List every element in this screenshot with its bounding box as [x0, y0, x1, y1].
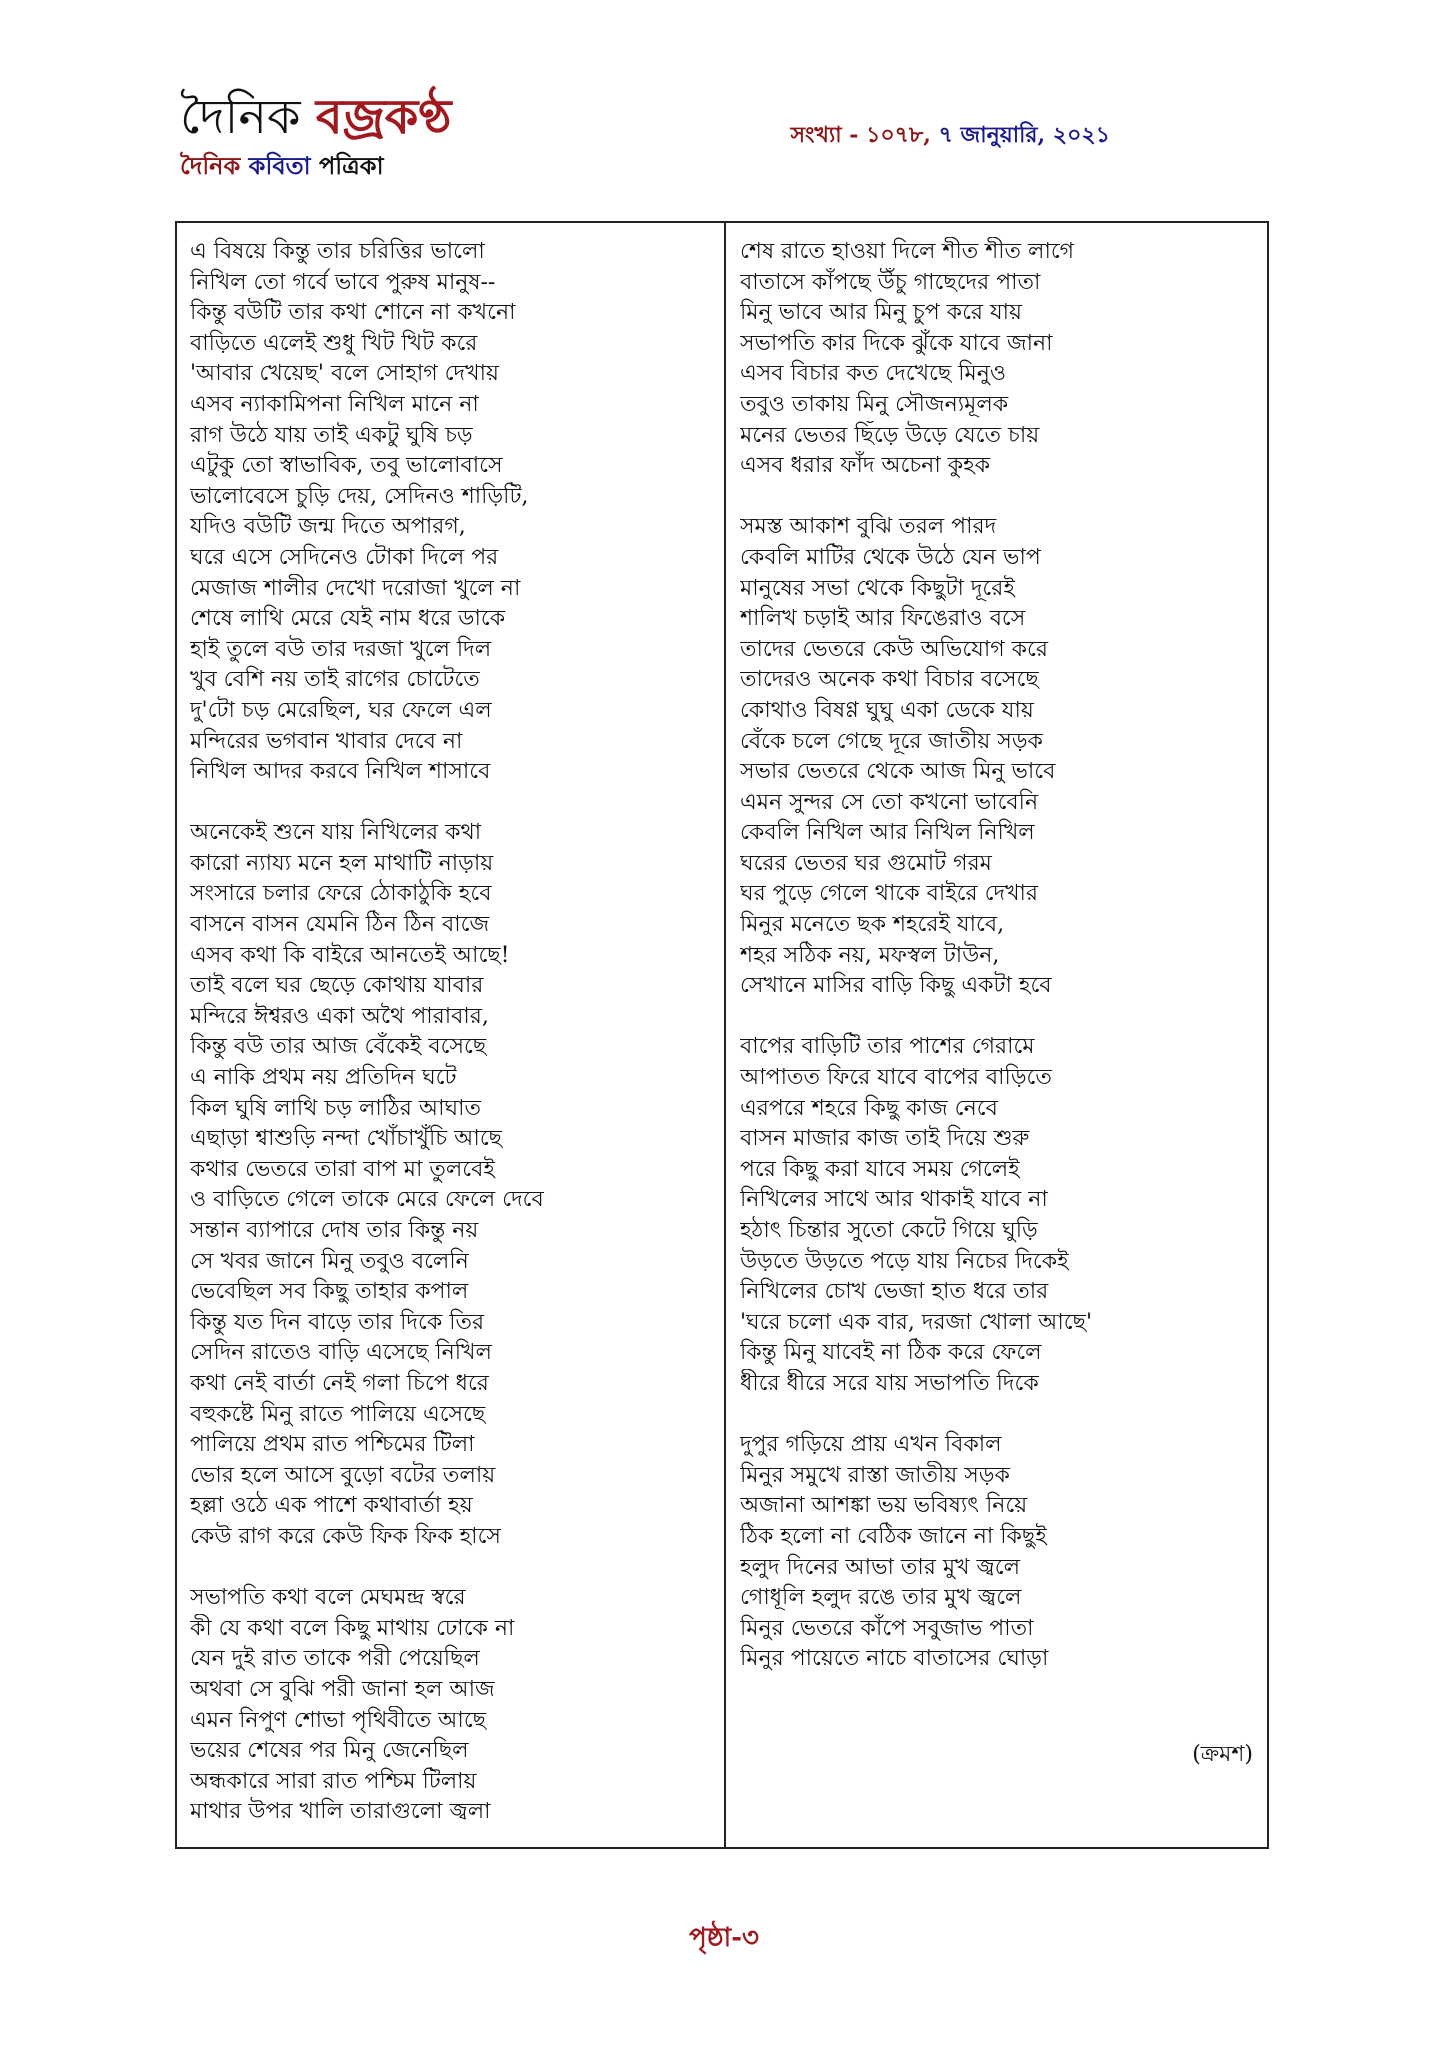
poem-frame [175, 221, 1269, 1849]
poem-line: কেউ রাগ করে কেউ ফিক ফিক হাসে [190, 1523, 501, 1549]
poem-line: কথা নেই বার্তা নেই গলা চিপে ধরে [190, 1370, 489, 1396]
continued-note: (ক্রমশ) [1192, 1742, 1253, 1767]
poem-line: কিন্তু মিনু যাবেই না ঠিক করে ফেলে [740, 1340, 1042, 1366]
poem-line: সভাপতি কথা বলে মেঘমন্দ্র স্বরে [190, 1585, 466, 1611]
poem-line: সে খবর জানে মিনু তবুও বলেনি [190, 1248, 469, 1274]
poem-line: বাড়িতে এলেই শুধু খিট খিট করে [190, 330, 478, 356]
stanza [190, 1583, 712, 1828]
poem-line: মেজাজ শালীর দেখো দরোজা খুলে না [190, 575, 521, 601]
poem-line: মিনু ভাবে আর মিনু চুপ করে যায় [740, 300, 1023, 326]
issue-number: সংখ্যা - ১০৭৮, [790, 122, 931, 148]
poem-line: শালিখ চড়াই আর ফিঙেরাও বসে [740, 606, 1026, 632]
poem-line: মিনুর পায়েতে নাচে বাতাসের ঘোড়া [740, 1646, 1049, 1672]
poem-line: কারো ন্যায্য মনে হল মাথাটি নাড়ায় [190, 850, 494, 876]
poem-line: এসব বিচার কত দেখেছে মিনুও [740, 361, 1007, 387]
poem-line: এরপরে শহরে কিছু কাজ নেবে [740, 1095, 998, 1121]
poem-column-right [740, 237, 1260, 1675]
poem-line: অজানা আশঙ্কা ভয় ভবিষ্যৎ নিয়ে [740, 1493, 1028, 1519]
poem-line: কিন্তু বউ তার আজ বেঁকেই বসেছে [190, 1034, 487, 1060]
issue-info [790, 118, 1110, 155]
poem-line: সভাপতি কার দিকে ঝুঁকে যাবে জানা [740, 330, 1053, 356]
stanza [190, 237, 712, 788]
poem-line: কেবলি মাটির থেকে উঠে যেন ভাপ [740, 544, 1041, 570]
logo-word-bajrakantha: বজ্রকণ্ঠ [315, 89, 452, 145]
poem-line: মিনুর সমুখে রাস্তা জাতীয় সড়ক [740, 1462, 1010, 1488]
poem-line: মন্দিরে ঈশ্বরও একা অথৈ পারাবার, [190, 1003, 489, 1029]
stanza [740, 1430, 1260, 1675]
poem-line: কিন্তু যত দিন বাড়ে তার দিকে তির [190, 1309, 485, 1335]
stanza [190, 818, 712, 1552]
poem-line: বাতাসে কাঁপছে উঁচু গাছেদের পাতা [740, 269, 1041, 295]
poem-line: অনেকেই শুনে যায় নিখিলের কথা [190, 820, 482, 846]
poem-line: এমন সুন্দর সে তো কখনো ভাবেনি [740, 789, 1039, 815]
poem-line: আপাতত ফিরে যাবে বাপের বাড়িতে [740, 1065, 1052, 1091]
poem-line: বহুকষ্টে মিনু রাতে পালিয়ে এসেছে [190, 1401, 486, 1427]
poem-line: ঘর পুড়ে গেলে থাকে বাইরে দেখার [740, 881, 1038, 907]
poem-line: কোথাও বিষণ্ণ ঘুঘু একা ডেকে যায় [740, 697, 1034, 723]
poem-line: সেদিন রাতেও বাড়ি এসেছে নিখিল [190, 1340, 492, 1366]
poem-line: এটুকু তো স্বাভাবিক, তবু ভালোবাসে [190, 453, 503, 479]
poem-line: কিন্তু বউটি তার কথা শোনে না কখনো [190, 300, 516, 326]
poem-line: এমন নিপুণ শোভা পৃথিবীতে আছে [190, 1707, 487, 1733]
stanza [740, 512, 1260, 1002]
poem-line: এসব ধরার ফাঁদ অচেনা কুহক [740, 453, 991, 479]
stanza [740, 237, 1260, 482]
poem-line: হলুদ দিনের আভা তার মুখ জ্বলে [740, 1554, 1020, 1580]
poem-line: মাথার উপর খালি তারাগুলো জ্বলা [190, 1799, 491, 1825]
poem-line: তাদের ভেতরে কেউ অভিযোগ করে [740, 636, 1048, 662]
poem-line: ঘরের ভেতর ঘর গুমোট গরম [740, 850, 992, 876]
poem-line: নিখিলের সাথে আর থাকাই যাবে না [740, 1187, 1048, 1213]
poem-line: শেষ রাতে হাওয়া দিলে শীত শীত লাগে [740, 239, 1075, 264]
poem-line: ঠিক হলো না বেঠিক জানে না কিছুই [740, 1523, 1047, 1549]
poem-column-left [190, 237, 712, 1828]
masthead [180, 88, 452, 188]
poem-line: মিনুর ভেতরে কাঁপে সবুজাভ পাতা [740, 1615, 1034, 1641]
column-divider [724, 223, 726, 1847]
tagline-word-3: পত্রিকা [319, 151, 384, 180]
poem-line: শহর সঠিক নয়, মফস্বল টাউন, [740, 942, 1000, 968]
logo-word-dainik: দৈনিক [180, 89, 301, 145]
poem-line: কী যে কথা বলে কিছু মাথায় ঢোকে না [190, 1615, 515, 1641]
poem-line: যেন দুই রাত তাকে পরী পেয়েছিল [190, 1646, 480, 1672]
poem-line: পরে কিছু করা যাবে সময় গেলেই [740, 1156, 1020, 1182]
poem-line: রাগ উঠে যায় তাই একটু ঘুষি চড় [190, 422, 473, 448]
poem-line: শেষে লাথি মেরে যেই নাম ধরে ডাকে [190, 606, 506, 632]
tagline-word-2: কবিতা [248, 151, 311, 180]
poem-line: মিনুর মনেতে ছক শহরেই যাবে, [740, 912, 1005, 938]
poem-line: 'ঘরে চলো এক বার, দরজা খোলা আছে' [740, 1309, 1092, 1335]
poem-line: এসব ন্যাকামিপনা নিখিল মানে না [190, 391, 479, 417]
poem-line: বেঁকে চলে গেছে দূরে জাতীয় সড়ক [740, 728, 1043, 754]
poem-line: হঠাৎ চিন্তার সুতো কেটে গিয়ে ঘুড়ি [740, 1218, 1038, 1243]
poem-line: দু'টো চড় মেরেছিল, ঘর ফেলে এল [190, 697, 492, 723]
issue-date: ৭ জানুয়ারি, ২০২১ [938, 122, 1110, 148]
poem-line: মানুষের সভা থেকে কিছুটা দূরেই [740, 575, 1015, 601]
newspaper-logo [180, 88, 452, 146]
poem-line: বাসন মাজার কাজ তাই দিয়ে শুরু [740, 1126, 1030, 1152]
poem-line: খুব বেশি নয় তাই রাগের চোটেতে [190, 667, 480, 693]
poem-line: তবুও তাকায় মিনু সৌজন্যমূলক [740, 391, 1009, 417]
poem-line: কিল ঘুষি লাথি চড় লাঠির আঘাত [190, 1095, 482, 1121]
poem-line: পালিয়ে প্রথম রাত পশ্চিমের টিলা [190, 1432, 475, 1458]
poem-line: এ নাকি প্রথম নয় প্রতিদিন ঘটে [190, 1065, 457, 1091]
poem-line: সেখানে মাসির বাড়ি কিছু একটা হবে [740, 973, 1052, 999]
poem-line: সমস্ত আকাশ বুঝি তরল পারদ [740, 514, 997, 540]
poem-line: নিখিল আদর করবে নিখিল শাসাবে [190, 759, 491, 785]
poem-line: যদিও বউটি জন্ম দিতে অপারগ, [190, 514, 466, 540]
stanza [740, 1032, 1260, 1399]
poem-line: গোধূলি হলুদ রঙে তার মুখ জ্বলে [740, 1585, 1022, 1611]
poem-line: ভালোবেসে চুড়ি দেয়, সেদিনও শাড়িটি, [190, 483, 529, 509]
poem-line: ধীরে ধীরে সরে যায় সভাপতি দিকে [740, 1370, 1039, 1396]
poem-line: হাই তুলে বউ তার দরজা খুলে দিল [190, 636, 492, 662]
tagline-word-1: দৈনিক [180, 151, 241, 180]
poem-line: অথবা সে বুঝি পরী জানা হল আজ [190, 1676, 495, 1702]
tagline [180, 148, 440, 188]
poem-line: নিখিলের চোখ ভেজা হাত ধরে তার [740, 1279, 1049, 1305]
poem-line: উড়তে উড়তে পড়ে যায় নিচের দিকেই [740, 1248, 1069, 1274]
poem-line: ও বাড়িতে গেলে তাকে মেরে ফেলে দেবে [190, 1187, 544, 1213]
poem-line: ঘরে এসে সেদিনেও টোকা দিলে পর [190, 544, 499, 570]
poem-line: সংসারে চলার ফেরে ঠোকাঠুকি হবে [190, 881, 492, 907]
poem-line: ভয়ের শেষের পর মিনু জেনেছিল [190, 1738, 469, 1764]
poem-line: মনের ভেতর ছিঁড়ে উড়ে যেতে চায় [740, 422, 1040, 448]
page-number: পৃষ্ঠা-৩ [689, 1923, 759, 1953]
poem-line: এ বিষয়ে কিন্তু তার চরিত্তির ভালো [190, 239, 485, 264]
poem-line: অন্ধকারে সারা রাত পশ্চিম টিলায় [190, 1768, 477, 1794]
poem-line: মন্দিরের ভগবান খাবার দেবে না [190, 728, 463, 754]
poem-line: এছাড়া শ্বাশুড়ি নন্দা খোঁচাখুঁচি আছে [190, 1126, 502, 1152]
poem-line: সন্তান ব্যাপারে দোষ তার কিন্তু নয় [190, 1218, 479, 1243]
poem-line: সভার ভেতরে থেকে আজ মিনু ভাবে [740, 759, 1056, 785]
poem-line: নিখিল তো গর্বে ভাবে পুরুষ মানুষ-- [190, 269, 496, 295]
poem-line: এসব কথা কি বাইরে আনতেই আছে! [190, 942, 510, 968]
poem-line: ভেবেছিল সব কিছু তাহার কপাল [190, 1279, 469, 1305]
poem-line: তাই বলে ঘর ছেড়ে কোথায় যাবার [190, 973, 484, 999]
poem-line: কেবলি নিখিল আর নিখিল নিখিল [740, 820, 1035, 846]
poem-line: বাসনে বাসন যেমনি ঠিন ঠিন বাজে [190, 912, 490, 938]
poem-line: ভোর হলে আসে বুড়ো বটের তলায় [190, 1462, 496, 1488]
poem-line: বাপের বাড়িটি তার পাশের গেরামে [740, 1034, 1035, 1060]
poem-line: কথার ভেতরে তারা বাপ মা তুলবেই [190, 1156, 495, 1182]
poem-line: 'আবার খেয়েছ' বলে সোহাগ দেখায় [190, 361, 499, 387]
poem-line: দুপুর গড়িয়ে প্রায় এখন বিকাল [740, 1432, 1002, 1458]
poem-line: তাদেরও অনেক কথা বিচার বসেছে [740, 667, 1039, 693]
poem-line: হল্লা ওঠে এক পাশে কথাবার্তা হয় [190, 1493, 473, 1519]
